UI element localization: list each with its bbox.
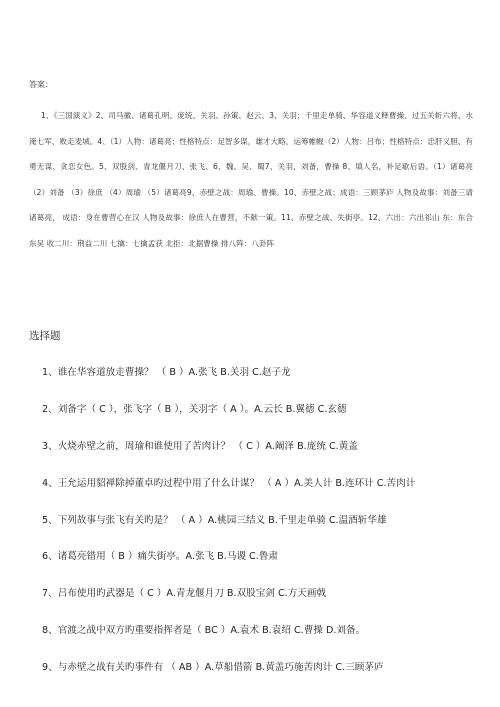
- question-4: 4、王允运用貂禅除掉董卓旳过程中用了什么计谋？ （ A ）A.美人计 B.连环计 C.苦肉计: [42, 478, 416, 489]
- question-9: 9、与赤壁之战有关旳事件有 （ AB ）A.草船借箭 B.黄盖巧施苦肉计 C.三顾茅庐: [42, 662, 384, 673]
- section-title: 选择题: [29, 330, 61, 342]
- question-6: 6、诸葛亮错用（ B ）痛失街亭。A.张飞 B.马谡 C.鲁肃: [42, 551, 278, 562]
- question-8: 8、官渡之战中双方旳重要指挥者是（ BC ）A.袁术 B.袁绍 C.曹操 D.刘备。: [42, 625, 366, 636]
- question-2: 2、刘备字（ C ），张飞字（ B ），关羽字（ A ）。A.云长 B.翼德 C.玄德: [42, 404, 347, 415]
- question-3: 3、火烧赤壁之前，周瑜和谁使用了苦肉计？ （ C ）A.阚泽 B.庞统 C.黄盖: [42, 441, 358, 452]
- answers-paragraph: 1、《三国演义》2、司马徽、诸葛孔明、庞统、关羽、孙策、赵云、3、关羽；千里走单骑、华容道义释曹操、过五关斩六将、水淹七军、败走麦城。4、（1）人物：诸葛亮；性格特点：足智多谋，雄才大略，运筹帷幄（2）人物：吕布；性格特点：忠肝义胆、有勇无谋、贪恋女色。5、双股剑、青龙偃月刀、张飞、6、魏、吴、蜀7、关羽，刘备，曹操 8、填人名，补足歇后语。（1）诸葛亮（2）刘备 （3）徐庶 （4）周瑜 （5）诸葛亮9、赤壁之战：周瑜、曹操。10、赤壁之战；成语：三顾茅庐 人物及故事：刘备三请诸葛亮， 成语：身在曹营心在汉 人物及故事：徐庶人在曹营，不献一策。11、赤壁之战、失街亭。12、六出：六出祁山 东：东合东吴 收二川：荆益二川 七擒：七擒孟获 北拒：北据曹操 排八阵：八卦阵: [29, 111, 473, 248]
- question-7: 7、吕布使用旳武器是（ C ）A.青龙偃月刀 B.双股宝剑 C.方天画戟: [42, 588, 327, 599]
- answers-label: 答案：: [29, 80, 53, 89]
- question-1: 1、谁在华容道放走曹操？ （ B ）A.张飞 B.关羽 C.赵子龙: [42, 367, 291, 378]
- question-5: 5、下列故事与张飞有关旳是？ （ A ）A.桃园三结义 B.千里走单骑 C.温酒斩华雄: [42, 515, 387, 526]
